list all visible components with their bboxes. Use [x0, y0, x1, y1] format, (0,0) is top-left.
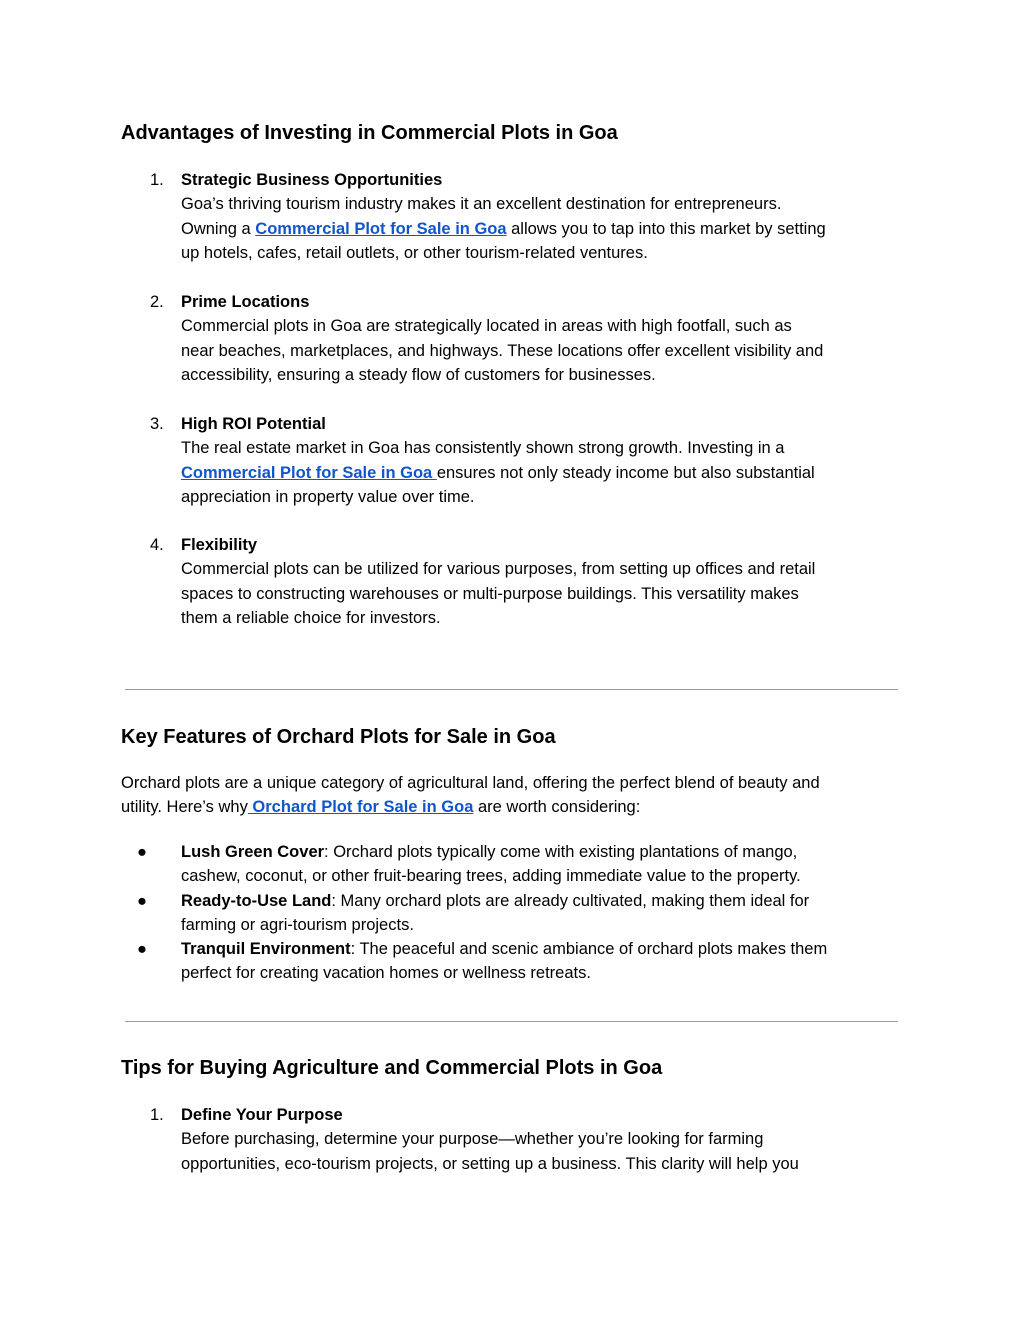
bullet-line: farming or agri-tourism projects. — [181, 916, 414, 935]
list-item-flexibility — [181, 533, 911, 630]
bullet-dot: ● — [137, 940, 147, 958]
text-fragment: Owning a — [181, 219, 256, 238]
commercial-plot-link[interactable]: Commercial Plot for Sale in Goa — [255, 219, 507, 238]
item-text-line: opportunities, eco-tourism projects, or setting up a business. This clarity will help you — [181, 1154, 799, 1173]
bullet-line — [181, 840, 911, 864]
bullet-line — [181, 937, 911, 961]
bullet-dot: ● — [137, 843, 147, 861]
bullet-term: Ready-to-Use Land — [181, 892, 332, 910]
orchard-plot-link[interactable]: Orchard Plot for Sale in Goa — [247, 798, 474, 817]
bullet-line: perfect for creating vacation homes or wellness retreats. — [181, 964, 591, 983]
item-text-line: up hotels, cafes, retail outlets, or other tourism-related ventures. — [181, 243, 648, 262]
list-item-strategic-business — [181, 168, 911, 265]
item-text-line: Commercial plots in Goa are strategically located in areas with high footfall, such as — [181, 317, 792, 336]
bullet-term: Lush Green Cover — [181, 843, 325, 861]
item-text-line: Goa’s thriving tourism industry makes it an excellent destination for entrepreneurs. — [181, 195, 782, 214]
horizontal-divider — [125, 1021, 898, 1022]
text-fragment: : Many orchard plots are already cultivated, making them ideal for — [331, 892, 810, 910]
orchard-intro-paragraph — [121, 771, 911, 820]
bullet-line: cashew, coconut, or other fruit-bearing trees, adding immediate value to the property. — [181, 867, 801, 886]
item-title: Flexibility — [181, 536, 258, 554]
text-fragment: allows you to tap into this market by setting — [506, 219, 826, 238]
bullet-term: Tranquil Environment — [181, 940, 351, 958]
item-text-line — [181, 217, 911, 241]
list-item-define-purpose — [181, 1103, 911, 1176]
commercial-plot-link[interactable]: Commercial Plot for Sale in Goa — [181, 463, 437, 482]
item-text-line: spaces to constructing warehouses or multi-purpose buildings. This versatility makes — [181, 584, 799, 603]
item-title: High ROI Potential — [181, 415, 326, 433]
item-text-line: accessibility, ensuring a steady flow of customers for businesses. — [181, 365, 656, 384]
item-text-line: The real estate market in Goa has consistently shown strong growth. Investing in a — [181, 439, 785, 458]
item-text-line: Before purchasing, determine your purpose—whether you’re looking for farming — [181, 1130, 764, 1149]
bullet-item-ready-to-use — [181, 889, 911, 938]
text-fragment: utility. Here’s why — [121, 798, 248, 817]
list-number: 2. — [150, 293, 164, 311]
item-title: Strategic Business Opportunities — [181, 171, 443, 189]
item-text-line: Commercial plots can be utilized for various purposes, from setting up offices and retail — [181, 560, 816, 579]
text-fragment: : The peaceful and scenic ambiance of orchard plots makes them — [350, 940, 828, 958]
item-text-line — [181, 461, 911, 485]
list-number: 1. — [150, 1106, 164, 1124]
bullet-item-tranquil — [181, 937, 911, 986]
item-text-line: them a reliable choice for investors. — [181, 608, 441, 627]
list-item-prime-locations — [181, 290, 911, 387]
text-fragment: are worth considering: — [473, 798, 641, 817]
list-item-high-roi — [181, 412, 911, 509]
text-fragment: ensures not only steady income but also substantial — [436, 463, 815, 482]
bullet-item-lush-green — [181, 840, 911, 889]
section-heading-tips: Tips for Buying Agriculture and Commercial Plots in Goa — [121, 1057, 663, 1079]
horizontal-divider — [125, 689, 898, 690]
list-number: 3. — [150, 415, 164, 433]
section-heading-orchard-features: Key Features of Orchard Plots for Sale in Goa — [121, 726, 556, 748]
item-title: Prime Locations — [181, 293, 310, 311]
paragraph-line — [121, 795, 911, 819]
paragraph-line: Orchard plots are a unique category of agricultural land, offering the perfect blend of beauty and — [121, 774, 820, 792]
list-number: 4. — [150, 536, 164, 554]
bullet-line — [181, 889, 911, 913]
bullet-dot: ● — [137, 892, 147, 910]
list-number: 1. — [150, 171, 164, 189]
item-title: Define Your Purpose — [181, 1106, 343, 1124]
item-text-line: near beaches, marketplaces, and highways. These locations offer excellent visibility and — [181, 341, 824, 360]
item-text-line: appreciation in property value over time. — [181, 487, 475, 506]
section-heading-advantages: Advantages of Investing in Commercial Plots in Goa — [121, 122, 618, 144]
text-fragment: : Orchard plots typically come with existing plantations of mango, — [324, 843, 798, 861]
